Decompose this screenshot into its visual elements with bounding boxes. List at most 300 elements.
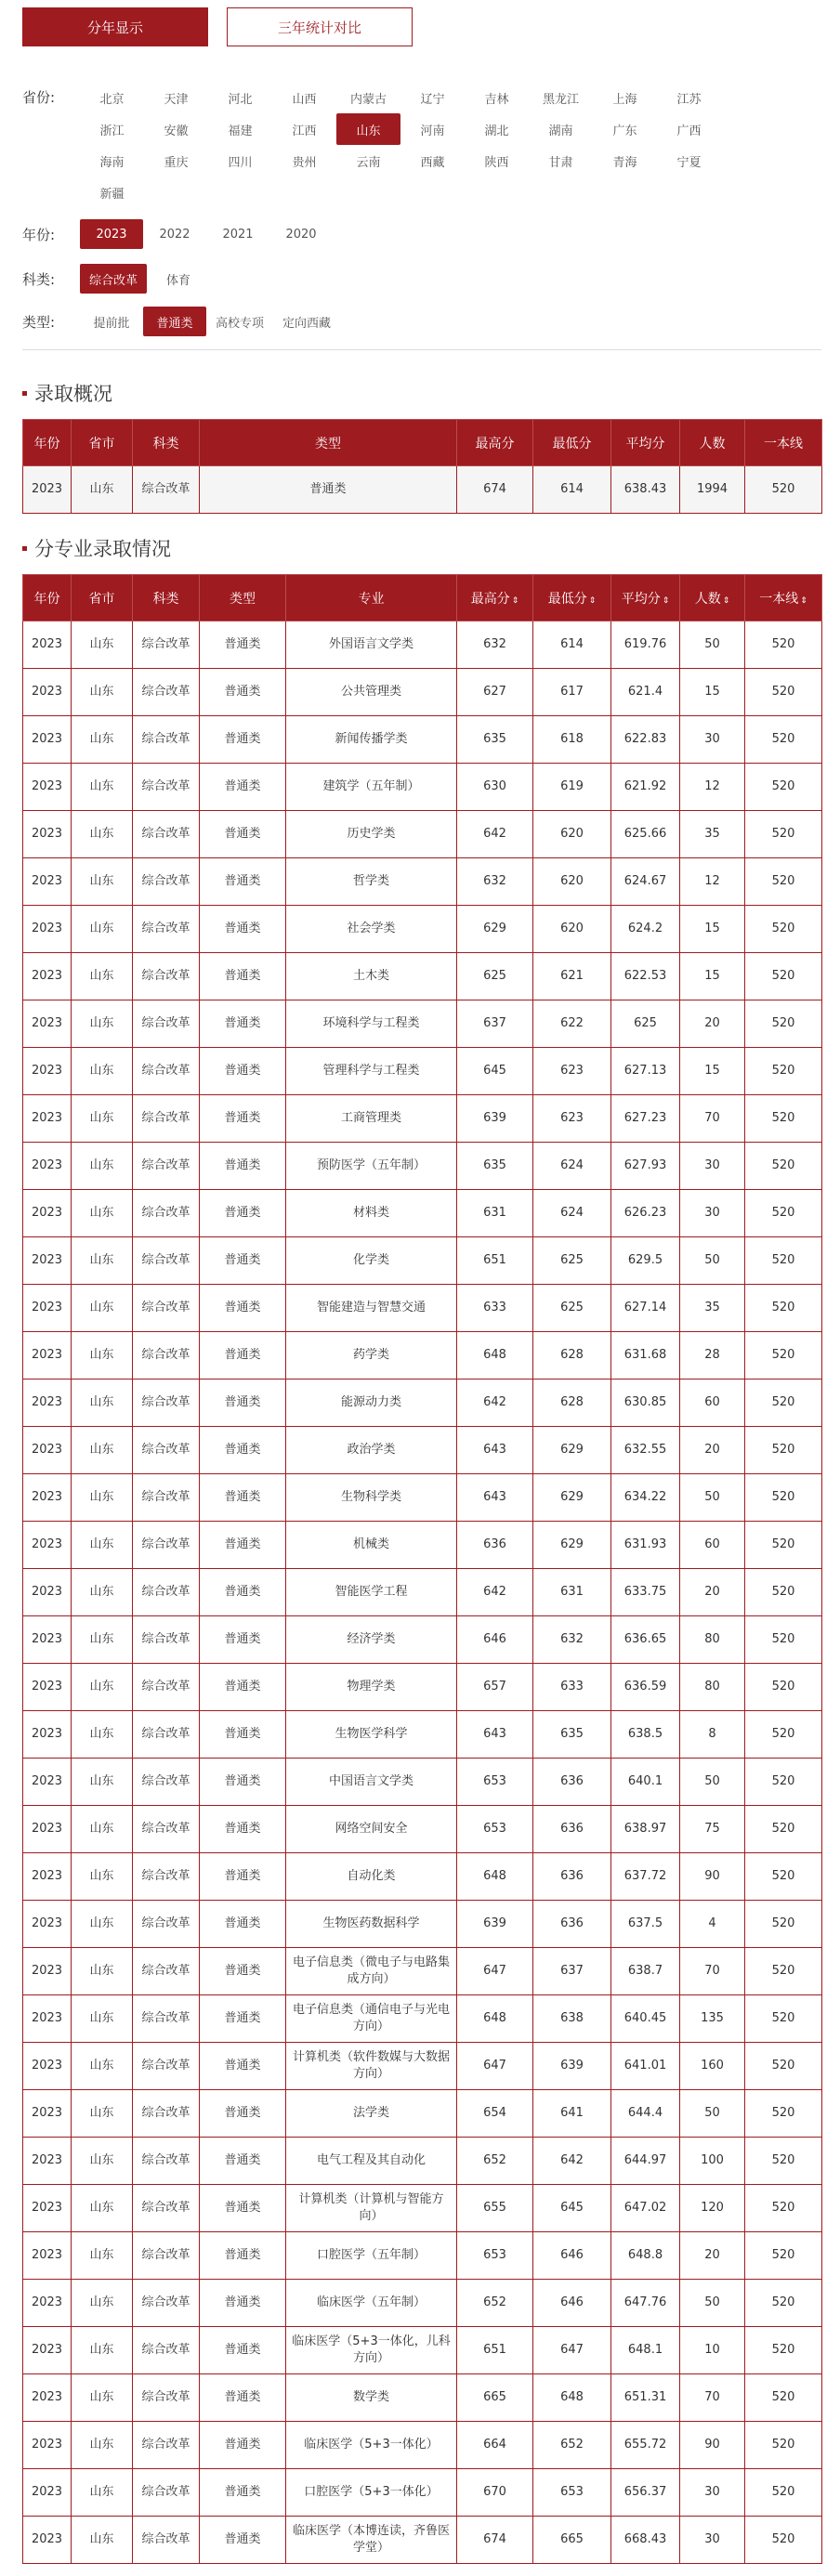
table-cell: 622.53 <box>611 953 680 1000</box>
table-cell: 520 <box>745 2232 822 2280</box>
table-cell: 30 <box>680 2469 745 2517</box>
year-option[interactable]: 2020 <box>285 227 317 242</box>
table-cell: 山东 <box>72 2232 133 2280</box>
table-cell: 普通类 <box>200 2043 286 2090</box>
majors-header-cell[interactable] <box>457 575 533 621</box>
table-row <box>23 716 822 764</box>
tab-three-year-compare[interactable]: 三年统计对比 <box>227 7 413 46</box>
table-cell: 普通类 <box>200 669 286 716</box>
year-option[interactable]: 2023 <box>80 219 143 249</box>
table-cell: 普通类 <box>200 1000 286 1048</box>
table-cell: 山东 <box>72 716 133 764</box>
table-cell: 520 <box>745 1806 822 1853</box>
table-cell: 653 <box>457 1806 533 1853</box>
table-cell: 639 <box>533 2043 611 2090</box>
table-cell: 综合改革 <box>133 811 200 858</box>
table-cell: 70 <box>680 1095 745 1143</box>
table-cell: 120 <box>680 2185 745 2232</box>
table-cell: 647 <box>533 2327 611 2374</box>
header-label: 省市 <box>88 591 115 607</box>
table-cell: 520 <box>745 2422 822 2469</box>
province-option[interactable]: 甘肃 <box>548 155 573 170</box>
province-option[interactable]: 贵州 <box>292 155 317 170</box>
table-cell: 普通类 <box>200 1190 286 1237</box>
table-cell: 综合改革 <box>133 2374 200 2422</box>
table-cell: 4 <box>680 1901 745 1948</box>
type-option[interactable]: 普通类 <box>143 307 206 336</box>
table-cell: 644.4 <box>611 2090 680 2138</box>
table-cell: 综合改革 <box>133 2327 200 2374</box>
table-cell: 642 <box>457 1380 533 1427</box>
table-row <box>23 858 822 906</box>
table-cell: 法学类 <box>286 2090 457 2138</box>
type-option[interactable]: 高校专项 <box>216 316 265 331</box>
table-cell: 644.97 <box>611 2138 680 2185</box>
table-cell: 智能医学工程 <box>286 1569 457 1616</box>
table-cell: 636 <box>533 1759 611 1806</box>
table-cell: 90 <box>680 1853 745 1901</box>
table-cell: 综合改革 <box>133 1237 200 1285</box>
sort-icon[interactable]: ⇕ <box>662 595 670 606</box>
table-cell: 2023 <box>23 1853 72 1901</box>
table-cell: 630.85 <box>611 1380 680 1427</box>
table-row <box>23 953 822 1000</box>
table-cell: 临床医学（5+3一体化） <box>286 2422 457 2469</box>
header-label: 专业 <box>358 591 385 607</box>
province-option[interactable]: 黑龙江 <box>542 92 579 107</box>
province-option[interactable]: 云南 <box>356 155 381 170</box>
table-cell: 普通类 <box>200 2138 286 2185</box>
table-cell: 山东 <box>72 1237 133 1285</box>
table-cell: 631 <box>533 1569 611 1616</box>
table-cell: 2023 <box>23 811 72 858</box>
summary-header-cell: 一本线 <box>745 420 822 466</box>
year-filter <box>22 219 823 251</box>
table-cell: 633.75 <box>611 1569 680 1616</box>
table-cell: 520 <box>745 2280 822 2327</box>
table-cell: 28 <box>680 1332 745 1380</box>
table-cell: 新闻传播学类 <box>286 716 457 764</box>
table-cell: 632 <box>457 858 533 906</box>
province-option[interactable]: 安徽 <box>164 124 189 138</box>
table-cell: 临床医学（五年制） <box>286 2280 457 2327</box>
table-row <box>23 1095 822 1143</box>
table-cell: 8 <box>680 1711 745 1759</box>
summary-cell: 638.43 <box>611 466 680 514</box>
table-row <box>23 1285 822 1332</box>
table-cell: 山东 <box>72 1901 133 1948</box>
table-cell: 652 <box>457 2138 533 2185</box>
table-cell: 629 <box>533 1427 611 1474</box>
table-cell: 642 <box>533 2138 611 2185</box>
table-cell: 山东 <box>72 1664 133 1711</box>
table-cell: 664 <box>457 2422 533 2469</box>
province-option[interactable]: 西藏 <box>420 155 445 170</box>
table-cell: 综合改革 <box>133 1143 200 1190</box>
province-option[interactable]: 广西 <box>676 124 702 138</box>
year-option[interactable]: 2021 <box>222 227 254 242</box>
table-cell: 647.02 <box>611 2185 680 2232</box>
table-cell: 639 <box>457 1901 533 1948</box>
type-option[interactable]: 定向西藏 <box>282 316 332 331</box>
province-option[interactable]: 江西 <box>292 124 317 138</box>
table-row <box>23 811 822 858</box>
table-cell: 520 <box>745 1427 822 1474</box>
table-cell: 2023 <box>23 1380 72 1427</box>
table-cell: 山东 <box>72 1995 133 2043</box>
table-cell: 山东 <box>72 1380 133 1427</box>
province-option[interactable]: 广东 <box>612 124 637 138</box>
table-cell: 生物医学科学 <box>286 1711 457 1759</box>
table-cell: 635 <box>457 1143 533 1190</box>
table-cell: 普通类 <box>200 2517 286 2564</box>
table-cell: 2023 <box>23 2090 72 2138</box>
table-cell: 2023 <box>23 716 72 764</box>
summary-row <box>23 466 822 514</box>
majors-header-cell <box>133 575 200 621</box>
table-cell: 综合改革 <box>133 1190 200 1237</box>
majors-header-cell[interactable] <box>611 575 680 621</box>
table-cell: 50 <box>680 1474 745 1522</box>
table-cell: 电子信息类（通信电子与光电方向） <box>286 1995 457 2043</box>
table-cell: 651 <box>457 2327 533 2374</box>
table-cell: 520 <box>745 2517 822 2564</box>
header-label: 最高分 <box>470 591 510 607</box>
table-cell: 普通类 <box>200 1664 286 1711</box>
table-cell: 648 <box>457 1332 533 1380</box>
table-cell: 648.1 <box>611 2327 680 2374</box>
table-cell: 山东 <box>72 2138 133 2185</box>
header-label: 类型 <box>230 591 256 607</box>
majors-header-cell <box>23 575 72 621</box>
table-cell: 627.23 <box>611 1095 680 1143</box>
province-option[interactable]: 湖北 <box>484 124 509 138</box>
table-cell: 普通类 <box>200 2374 286 2422</box>
table-row <box>23 1616 822 1664</box>
province-option[interactable]: 河南 <box>420 124 445 138</box>
table-cell: 综合改革 <box>133 764 200 811</box>
province-option[interactable]: 山西 <box>292 92 317 107</box>
table-cell: 社会学类 <box>286 906 457 953</box>
table-cell: 634.22 <box>611 1474 680 1522</box>
province-option[interactable]: 青海 <box>612 155 637 170</box>
table-cell: 627.93 <box>611 1143 680 1190</box>
divider <box>22 349 821 350</box>
table-row <box>23 2422 822 2469</box>
table-cell: 山东 <box>72 906 133 953</box>
table-cell: 普通类 <box>200 906 286 953</box>
table-row <box>23 2469 822 2517</box>
majors-header-cell[interactable] <box>745 575 822 621</box>
table-cell: 619.76 <box>611 621 680 669</box>
subject-option[interactable]: 体育 <box>166 273 191 288</box>
table-cell: 综合改革 <box>133 2469 200 2517</box>
table-cell: 624 <box>533 1190 611 1237</box>
province-option[interactable]: 辽宁 <box>420 92 445 107</box>
table-cell: 2023 <box>23 2422 72 2469</box>
table-row <box>23 1995 822 2043</box>
table-cell: 622 <box>533 1000 611 1048</box>
sort-icon[interactable]: ⇕ <box>588 595 597 606</box>
header-label: 平均分 <box>621 591 661 607</box>
table-cell: 山东 <box>72 858 133 906</box>
province-option[interactable]: 海南 <box>99 155 125 170</box>
table-cell: 640.1 <box>611 1759 680 1806</box>
table-cell: 520 <box>745 1190 822 1237</box>
table-row <box>23 1664 822 1711</box>
table-cell: 638.5 <box>611 1711 680 1759</box>
table-cell: 635 <box>457 716 533 764</box>
type-option[interactable]: 提前批 <box>93 316 130 331</box>
province-option[interactable]: 浙江 <box>99 124 125 138</box>
province-option[interactable]: 湖南 <box>548 124 573 138</box>
table-row <box>23 2232 822 2280</box>
table-cell: 629 <box>457 906 533 953</box>
table-cell: 综合改革 <box>133 906 200 953</box>
sort-icon[interactable]: ⇕ <box>511 595 519 606</box>
table-row <box>23 1948 822 1995</box>
table-cell: 2023 <box>23 858 72 906</box>
table-cell: 普通类 <box>200 716 286 764</box>
subject-option[interactable]: 综合改革 <box>80 264 147 294</box>
view-tabs <box>22 7 413 46</box>
table-cell: 物理学类 <box>286 1664 457 1711</box>
table-cell: 520 <box>745 2138 822 2185</box>
summary-header-cell: 最高分 <box>457 420 533 466</box>
province-option[interactable]: 山东 <box>336 113 400 145</box>
province-option[interactable]: 重庆 <box>164 155 189 170</box>
table-cell: 山东 <box>72 1143 133 1190</box>
table-cell: 2023 <box>23 1616 72 1664</box>
province-option[interactable]: 吉林 <box>484 92 509 107</box>
table-cell: 山东 <box>72 2327 133 2374</box>
majors-header-cell[interactable] <box>680 575 745 621</box>
title-marker <box>22 546 27 551</box>
table-cell: 2023 <box>23 2327 72 2374</box>
table-cell: 综合改革 <box>133 1474 200 1522</box>
table-cell: 2023 <box>23 1474 72 1522</box>
table-cell: 622.83 <box>611 716 680 764</box>
majors-header-cell[interactable] <box>533 575 611 621</box>
table-cell: 80 <box>680 1664 745 1711</box>
table-cell: 80 <box>680 1616 745 1664</box>
table-cell: 哲学类 <box>286 858 457 906</box>
table-cell: 综合改革 <box>133 2090 200 2138</box>
tab-yearly[interactable]: 分年显示 <box>22 7 208 46</box>
table-cell: 638 <box>533 1995 611 2043</box>
summary-section-title <box>22 379 112 407</box>
table-cell: 90 <box>680 2422 745 2469</box>
table-cell: 638.97 <box>611 1806 680 1853</box>
table-row <box>23 2185 822 2232</box>
table-cell: 山东 <box>72 2280 133 2327</box>
table-cell: 520 <box>745 1380 822 1427</box>
table-cell: 2023 <box>23 2469 72 2517</box>
table-cell: 普通类 <box>200 1995 286 2043</box>
summary-cell: 674 <box>457 466 533 514</box>
table-cell: 637 <box>533 1948 611 1995</box>
table-cell: 636 <box>533 1901 611 1948</box>
table-cell: 15 <box>680 906 745 953</box>
table-cell: 60 <box>680 1380 745 1427</box>
table-cell: 网络空间安全 <box>286 1806 457 1853</box>
province-option[interactable]: 福建 <box>228 124 253 138</box>
province-option[interactable]: 上海 <box>612 92 637 107</box>
table-cell: 646 <box>533 2280 611 2327</box>
table-cell: 30 <box>680 2517 745 2564</box>
table-cell: 普通类 <box>200 1237 286 1285</box>
table-row <box>23 1853 822 1901</box>
table-cell: 经济学类 <box>286 1616 457 1664</box>
table-cell: 普通类 <box>200 2280 286 2327</box>
table-cell: 综合改革 <box>133 1759 200 1806</box>
province-option[interactable]: 北京 <box>99 92 125 107</box>
table-cell: 15 <box>680 953 745 1000</box>
table-cell: 35 <box>680 1285 745 1332</box>
sort-icon[interactable]: ⇕ <box>722 595 730 606</box>
table-cell: 山东 <box>72 1048 133 1095</box>
table-cell: 642 <box>457 811 533 858</box>
table-cell: 2023 <box>23 906 72 953</box>
table-cell: 15 <box>680 1048 745 1095</box>
summary-cell: 山东 <box>72 466 133 514</box>
table-cell: 2023 <box>23 1000 72 1048</box>
table-cell: 70 <box>680 1948 745 1995</box>
table-cell: 2023 <box>23 669 72 716</box>
table-cell: 637 <box>457 1000 533 1048</box>
table-cell: 山东 <box>72 1569 133 1616</box>
table-cell: 普通类 <box>200 1711 286 1759</box>
majors-header-cell <box>72 575 133 621</box>
table-cell: 648 <box>533 2374 611 2422</box>
table-cell: 520 <box>745 1000 822 1048</box>
table-cell: 智能建造与智慧交通 <box>286 1285 457 1332</box>
table-cell: 629.5 <box>611 1237 680 1285</box>
table-cell: 山东 <box>72 2469 133 2517</box>
table-row <box>23 669 822 716</box>
table-cell: 普通类 <box>200 1853 286 1901</box>
sort-icon[interactable]: ⇕ <box>800 595 807 606</box>
table-cell: 655.72 <box>611 2422 680 2469</box>
table-cell: 75 <box>680 1806 745 1853</box>
table-cell: 综合改革 <box>133 1285 200 1332</box>
table-cell: 普通类 <box>200 1143 286 1190</box>
type-label: 类型: <box>22 314 56 331</box>
table-cell: 综合改革 <box>133 621 200 669</box>
table-cell: 520 <box>745 1332 822 1380</box>
table-cell: 综合改革 <box>133 1711 200 1759</box>
table-cell: 普通类 <box>200 1901 286 1948</box>
table-cell: 636 <box>533 1806 611 1853</box>
table-cell: 山东 <box>72 1948 133 1995</box>
majors-header-cell <box>200 575 286 621</box>
table-cell: 山东 <box>72 1616 133 1664</box>
province-option[interactable]: 新疆 <box>99 187 125 202</box>
table-cell: 普通类 <box>200 1948 286 1995</box>
table-cell: 综合改革 <box>133 1522 200 1569</box>
table-cell: 2023 <box>23 2043 72 2090</box>
province-option[interactable]: 四川 <box>228 155 253 170</box>
table-cell: 631 <box>457 1190 533 1237</box>
table-row <box>23 2138 822 2185</box>
table-cell: 20 <box>680 1000 745 1048</box>
table-cell: 综合改革 <box>133 1048 200 1095</box>
table-cell: 2023 <box>23 621 72 669</box>
table-cell: 2023 <box>23 2232 72 2280</box>
summary-cell: 520 <box>745 466 822 514</box>
table-cell: 历史学类 <box>286 811 457 858</box>
table-cell: 临床医学（5+3一体化，儿科方向） <box>286 2327 457 2374</box>
table-cell: 614 <box>533 621 611 669</box>
table-row <box>23 1380 822 1427</box>
table-cell: 617 <box>533 669 611 716</box>
table-cell: 山东 <box>72 669 133 716</box>
table-cell: 综合改革 <box>133 1569 200 1616</box>
table-cell: 山东 <box>72 1759 133 1806</box>
table-cell: 2023 <box>23 2185 72 2232</box>
table-cell: 520 <box>745 716 822 764</box>
table-cell: 629 <box>533 1474 611 1522</box>
province-option[interactable]: 江苏 <box>676 92 702 107</box>
table-cell: 综合改革 <box>133 1853 200 1901</box>
table-cell: 工商管理类 <box>286 1095 457 1143</box>
table-cell: 山东 <box>72 621 133 669</box>
table-cell: 648.8 <box>611 2232 680 2280</box>
table-cell: 642 <box>457 1569 533 1616</box>
year-option[interactable]: 2022 <box>159 227 190 242</box>
table-cell: 629 <box>533 1522 611 1569</box>
table-cell: 520 <box>745 1143 822 1190</box>
table-cell: 15 <box>680 669 745 716</box>
header-label: 年份 <box>33 591 60 607</box>
province-option[interactable]: 陕西 <box>484 155 509 170</box>
table-cell: 636 <box>457 1522 533 1569</box>
table-cell: 山东 <box>72 1285 133 1332</box>
table-row <box>23 1759 822 1806</box>
province-option[interactable]: 天津 <box>164 92 189 107</box>
table-cell: 30 <box>680 1190 745 1237</box>
table-cell: 管理科学与工程类 <box>286 1048 457 1095</box>
table-cell: 625 <box>611 1000 680 1048</box>
table-cell: 山东 <box>72 2043 133 2090</box>
table-cell: 普通类 <box>200 811 286 858</box>
table-cell: 山东 <box>72 2422 133 2469</box>
table-cell: 646 <box>533 2232 611 2280</box>
table-cell: 生物医药数据科学 <box>286 1901 457 1948</box>
table-cell: 山东 <box>72 1190 133 1237</box>
table-row <box>23 621 822 669</box>
table-row <box>23 1427 822 1474</box>
table-cell: 619 <box>533 764 611 811</box>
table-cell: 机械类 <box>286 1522 457 1569</box>
table-cell: 654 <box>457 2090 533 2138</box>
table-row <box>23 1474 822 1522</box>
table-cell: 综合改革 <box>133 1948 200 1995</box>
province-option[interactable]: 河北 <box>228 92 253 107</box>
table-cell: 665 <box>457 2374 533 2422</box>
table-cell: 626.23 <box>611 1190 680 1237</box>
table-cell: 普通类 <box>200 1332 286 1380</box>
table-cell: 生物科学类 <box>286 1474 457 1522</box>
table-cell: 普通类 <box>200 1806 286 1853</box>
table-cell: 山东 <box>72 1711 133 1759</box>
province-option[interactable]: 内蒙古 <box>349 92 387 107</box>
table-cell: 20 <box>680 2232 745 2280</box>
table-cell: 综合改革 <box>133 2185 200 2232</box>
province-option[interactable]: 宁夏 <box>676 155 702 170</box>
table-cell: 计算机类（软件数媒与大数据方向） <box>286 2043 457 2090</box>
table-cell: 520 <box>745 1237 822 1285</box>
